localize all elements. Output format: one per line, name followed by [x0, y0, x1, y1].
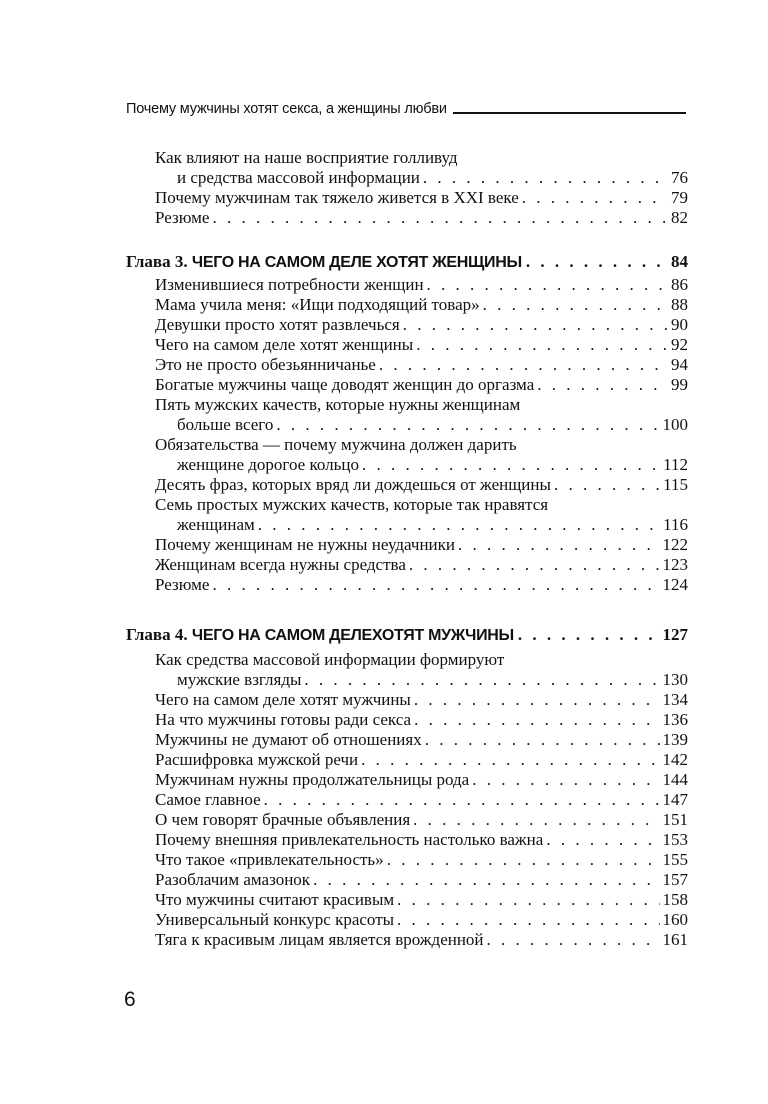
toc-entry[interactable] — [155, 770, 688, 790]
toc-entry-page: 139 — [662, 730, 688, 749]
dot-leader — [537, 375, 668, 395]
toc-entry-page: 94 — [671, 355, 688, 374]
chapter-name: ЧЕГО НА САМОМ ДЕЛЕХОТЯТ МУЖЧИНЫ — [191, 627, 514, 644]
toc-entry[interactable] — [155, 315, 688, 335]
toc-entry-page: 92 — [671, 335, 688, 354]
toc-entry-title: женщинам — [177, 515, 255, 534]
toc-entry-page: 161 — [662, 930, 688, 949]
toc-entry[interactable] — [155, 435, 688, 475]
toc-entry-page: 142 — [662, 750, 688, 769]
toc-entry-line — [155, 415, 688, 435]
dot-leader — [427, 275, 668, 295]
toc-entry-line — [155, 315, 688, 335]
toc-entry-line — [155, 670, 688, 690]
chapter-name: ЧЕГО НА САМОМ ДЕЛЕ ХОТЯТ ЖЕНЩИНЫ — [191, 254, 522, 271]
toc-entry-line — [155, 730, 688, 750]
toc-entry-page: 86 — [671, 275, 688, 294]
toc-entry-title: Резюме — [155, 208, 210, 227]
toc-entry-title: Изменившиеся потребности женщин — [155, 275, 424, 294]
toc-entry[interactable] — [155, 335, 688, 355]
dot-leader — [472, 770, 659, 790]
toc-entry[interactable] — [155, 208, 688, 228]
toc-entry[interactable] — [155, 810, 688, 830]
toc-entry-title: Резюме — [155, 575, 210, 594]
dot-leader — [258, 515, 660, 535]
dot-leader — [518, 624, 659, 646]
dot-leader — [483, 295, 668, 315]
toc-entry-page: 144 — [662, 770, 688, 789]
toc-entry-line — [155, 295, 688, 315]
dot-leader — [522, 188, 668, 208]
toc-entry[interactable] — [155, 475, 688, 495]
toc-entry-title: женщине дорогое кольцо — [177, 455, 359, 474]
toc-entry-page: 88 — [671, 295, 688, 314]
chapter-number: Глава 4. — [126, 625, 188, 644]
toc-entry-page: 99 — [671, 375, 688, 394]
toc-entry-title: Чего на самом деле хотят мужчины — [155, 690, 411, 709]
toc-entry-title: Разоблачим амазонок — [155, 870, 311, 889]
toc-entry-page: 151 — [662, 810, 688, 829]
dot-leader — [414, 710, 659, 730]
toc-entry-title: Пять мужских качеств, которые нужны женщинам — [155, 395, 521, 414]
toc-entry-page: 136 — [662, 710, 688, 729]
toc-entry-line — [155, 870, 688, 890]
toc-entry-page: 76 — [671, 168, 688, 187]
dot-leader — [546, 830, 659, 850]
toc-entry[interactable] — [155, 295, 688, 315]
toc-entry-page: 130 — [662, 670, 688, 689]
toc-entry-line — [155, 575, 688, 595]
dot-leader — [362, 455, 660, 475]
dot-leader — [304, 670, 659, 690]
running-header — [126, 97, 686, 117]
toc-entry-line — [155, 830, 688, 850]
toc-entry-line — [155, 475, 688, 495]
toc-entry[interactable] — [155, 910, 688, 930]
toc-entry[interactable] — [155, 375, 688, 395]
toc-entry-title: Универсальный конкурс красоты — [155, 910, 395, 929]
dot-leader — [423, 168, 668, 188]
toc-entry-line — [155, 535, 688, 555]
dot-leader — [212, 208, 668, 228]
toc-entry[interactable] — [155, 750, 688, 770]
toc-entry-line — [155, 275, 688, 295]
toc-entry-page: 153 — [662, 830, 688, 849]
dot-leader — [397, 910, 659, 930]
chapter-heading[interactable] — [126, 624, 688, 647]
dot-leader — [487, 930, 660, 950]
toc-entry-line — [155, 790, 688, 810]
toc-entry-line — [155, 375, 688, 395]
toc-entry-title: Расшифровка мужской речи — [155, 750, 359, 769]
chapter-page: 127 — [662, 625, 688, 644]
toc-entry-line — [155, 555, 688, 575]
toc-entry-page: 155 — [662, 850, 688, 869]
dot-leader — [313, 870, 659, 890]
toc-entry-title: О чем говорят брачные объявления — [155, 810, 411, 829]
toc-entry-line — [155, 495, 688, 515]
toc-entry[interactable] — [155, 395, 688, 435]
dot-leader — [416, 335, 668, 355]
toc-entry-line — [155, 515, 688, 535]
dot-leader — [397, 890, 659, 910]
toc-entry-title: Почему женщинам не нужны неудачники — [155, 535, 455, 554]
toc-entry-line — [155, 770, 688, 790]
dot-leader — [554, 475, 660, 495]
toc-entry-title: Что мужчины считают красивым — [155, 890, 395, 909]
toc-entry-page: 157 — [662, 870, 688, 889]
toc-entry-line — [155, 188, 688, 208]
toc-entry-title: Тяга к красивым лицам является врожденной — [155, 930, 484, 949]
toc-entry-title: Семь простых мужских качеств, которые так нравятся — [155, 495, 549, 514]
toc-entry-title: мужские взгляды — [177, 670, 302, 689]
chapter-number: Глава 3. — [126, 252, 188, 271]
toc-entry[interactable] — [155, 535, 688, 555]
toc-entry[interactable] — [155, 730, 688, 750]
header-rule — [453, 112, 686, 114]
toc-entry-page: 160 — [662, 910, 688, 929]
toc-entry[interactable] — [155, 555, 688, 575]
toc-entry-title: На что мужчины готовы ради секса — [155, 710, 412, 729]
toc-entry[interactable] — [155, 495, 688, 535]
toc-entry-line — [155, 910, 688, 930]
toc-entry-page: 158 — [662, 890, 688, 909]
toc-entry-line — [155, 850, 688, 870]
toc-entry-title: Богатые мужчины чаще доводят женщин до оргазма — [155, 375, 535, 394]
chapter-heading[interactable] — [126, 251, 688, 274]
toc-entry-title: Как влияют на наше восприятие голливуд — [155, 148, 458, 167]
toc-entry-page: 147 — [662, 790, 688, 809]
toc-entry-page: 82 — [671, 208, 688, 227]
toc-entry-title: Девушки просто хотят развлечься — [155, 315, 400, 334]
toc-entry-title: Чего на самом деле хотят женщины — [155, 335, 414, 354]
toc-entry-title: Десять фраз, которых вряд ли дождешься от женщины — [155, 475, 551, 494]
toc-entry[interactable] — [155, 188, 688, 208]
toc-entry-page: 100 — [662, 415, 688, 434]
toc-entry-page: 124 — [662, 575, 688, 594]
toc-entry[interactable] — [155, 850, 688, 870]
toc-entry-title: Это не просто обезьянничанье — [155, 355, 376, 374]
chapter-title — [126, 624, 514, 647]
toc-entry-page: 116 — [663, 515, 688, 534]
dot-leader — [425, 730, 660, 750]
toc-entry-line — [155, 355, 688, 375]
toc-entry-line — [155, 168, 688, 188]
toc-entry-title: больше всего — [177, 415, 274, 434]
toc-entry-line — [155, 335, 688, 355]
toc-entry-line — [155, 930, 688, 950]
toc-entry-line — [155, 690, 688, 710]
toc-entry[interactable] — [155, 890, 688, 910]
running-title: Почему мужчины хотят секса, а женщины любви — [126, 101, 447, 117]
toc-entry-title: Женщинам всегда нужны средства — [155, 555, 406, 574]
toc-entry[interactable] — [155, 830, 688, 850]
chapter-title — [126, 251, 522, 274]
toc-entry-page: 134 — [662, 690, 688, 709]
dot-leader — [387, 850, 660, 870]
toc-entry-page: 90 — [671, 315, 688, 334]
toc-entry[interactable] — [155, 790, 688, 810]
toc-entry-line — [155, 710, 688, 730]
toc-entry-title: и средства массовой информации — [177, 168, 420, 187]
toc-entry[interactable] — [155, 870, 688, 890]
toc-entry-line — [155, 435, 688, 455]
dot-leader — [526, 251, 667, 273]
toc-entry-line — [155, 395, 688, 415]
dot-leader — [403, 315, 668, 335]
toc-entry[interactable] — [155, 355, 688, 375]
toc-entry-line — [155, 750, 688, 770]
toc-entry-page: 79 — [671, 188, 688, 207]
toc-entry-title: Мужчины не думают об отношениях — [155, 730, 422, 749]
toc-entry[interactable] — [155, 690, 688, 710]
dot-leader — [409, 555, 660, 575]
dot-leader — [414, 690, 660, 710]
toc-entry-page: 123 — [662, 555, 688, 574]
toc-entry-title: Почему мужчинам так тяжело живется в XXI веке — [155, 188, 519, 207]
dot-leader — [264, 790, 660, 810]
toc-entry-line — [155, 810, 688, 830]
toc-entry[interactable] — [155, 575, 688, 595]
dot-leader — [458, 535, 660, 555]
toc-entry[interactable] — [155, 148, 688, 188]
dot-leader — [212, 575, 659, 595]
dot-leader — [413, 810, 659, 830]
toc-entry[interactable] — [155, 710, 688, 730]
toc-entry-title: Обязательства — почему мужчина должен дарить — [155, 435, 517, 454]
chapter-page: 84 — [671, 252, 688, 271]
toc-entry[interactable] — [155, 650, 688, 690]
toc-entry-title: Как средства массовой информации формируют — [155, 650, 505, 669]
dot-leader — [276, 415, 659, 435]
toc-entry-title: Что такое «привлекательность» — [155, 850, 384, 869]
dot-leader — [361, 750, 659, 770]
toc-entry-title: Самое главное — [155, 790, 261, 809]
page-number: 6 — [124, 988, 136, 1011]
toc-entry-line — [155, 650, 688, 670]
toc-entry-title: Почему внешняя привлекательность настолько важна — [155, 830, 544, 849]
toc-entry[interactable] — [155, 275, 688, 295]
toc-entry-line — [155, 890, 688, 910]
toc-entry-title: Мужчинам нужны продолжательницы рода — [155, 770, 470, 789]
toc-entry[interactable] — [155, 930, 688, 950]
toc-entry-line — [155, 208, 688, 228]
toc-entry-page: 115 — [663, 475, 688, 494]
toc-entry-line — [155, 148, 688, 168]
toc-entry-line — [155, 455, 688, 475]
toc-entry-page: 122 — [662, 535, 688, 554]
dot-leader — [379, 355, 668, 375]
toc-entry-page: 112 — [663, 455, 688, 474]
toc-entry-title: Мама учила меня: «Ищи подходящий товар» — [155, 295, 480, 314]
